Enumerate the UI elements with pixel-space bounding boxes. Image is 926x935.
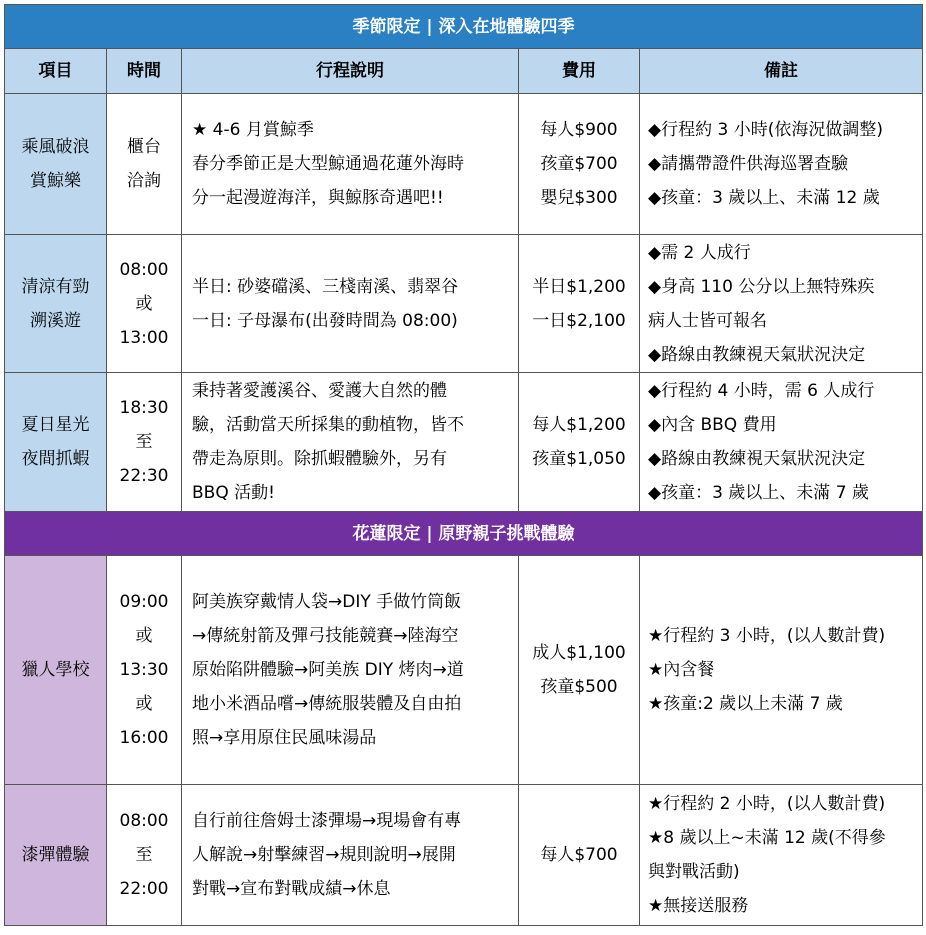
note-cell: ★行程約 2 小時，(以人數計費) ★8 歲以上~未滿 12 歲(不得參 與對戰活動) ★無接送服務 — [640, 785, 923, 926]
item-name: 乘風破浪 賞鯨樂 — [5, 94, 107, 235]
column-header-time: 時間 — [107, 49, 182, 94]
time-cell: 08:00 或 13:00 — [107, 235, 182, 373]
column-header-item: 項目 — [5, 49, 107, 94]
column-header-note: 備註 — [640, 49, 923, 94]
time-cell: 18:30 至 22:30 — [107, 373, 182, 512]
table-row — [5, 373, 923, 512]
table-row — [5, 556, 923, 785]
note-cell: ◆行程約 4 小時，需 6 人成行 ◆內含 BBQ 費用 ◆路線由教練視天氣狀況決定 ◆孩童：3 歲以上、未滿 7 歲 — [640, 373, 923, 512]
table-row — [5, 94, 923, 235]
item-name: 獵人學校 — [5, 556, 107, 785]
section-header-hualien — [5, 512, 923, 556]
section-title: 花蓮限定 | 原野親子挑戰體驗 — [5, 512, 923, 556]
item-name: 漆彈體驗 — [5, 785, 107, 926]
fee-cell: 半日$1,200 一日$2,100 — [519, 235, 640, 373]
note-cell: ★行程約 3 小時，(以人數計費) ★內含餐 ★孩童:2 歲以上未滿 7 歲 — [640, 556, 923, 785]
table-row — [5, 235, 923, 373]
section-header-seasonal — [5, 5, 923, 49]
fee-cell: 每人$900 孩童$700 嬰兒$300 — [519, 94, 640, 235]
time-cell: 09:00 或 13:30 或 16:00 — [107, 556, 182, 785]
note-cell: ◆需 2 人成行 ◆身高 110 公分以上無特殊疾 病人士皆可報名 ◆路線由教練視天氣狀況決定 — [640, 235, 923, 373]
activity-table — [4, 4, 923, 926]
item-name: 清涼有勁 溯溪遊 — [5, 235, 107, 373]
note-cell: ◆行程約 3 小時(依海況做調整) ◆請攜帶證件供海巡署查驗 ◆孩童：3 歲以上、未滿 12 歲 — [640, 94, 923, 235]
fee-cell: 成人$1,100 孩童$500 — [519, 556, 640, 785]
column-header-desc: 行程說明 — [182, 49, 519, 94]
column-header-fee: 費用 — [519, 49, 640, 94]
column-header-row — [5, 49, 923, 94]
description-cell: 半日: 砂婆礑溪、三棧南溪、翡翠谷 一日: 子母瀑布(出發時間為 08:00) — [182, 235, 519, 373]
time-cell: 08:00 至 22:00 — [107, 785, 182, 926]
fee-cell: 每人$1,200 孩童$1,050 — [519, 373, 640, 512]
description-cell: 自行前往詹姆士漆彈場→現場會有專 人解說→射擊練習→規則說明→展開 對戰→宣布對戰成績→休息 — [182, 785, 519, 926]
item-name: 夏日星光 夜間抓蝦 — [5, 373, 107, 512]
section-title: 季節限定 | 深入在地體驗四季 — [5, 5, 923, 49]
description-cell: ★ 4-6 月賞鯨季 春分季節正是大型鯨通過花蓮外海時 分一起漫遊海洋，與鯨豚奇遇吧!! — [182, 94, 519, 235]
time-cell: 櫃台 洽詢 — [107, 94, 182, 235]
description-cell: 秉持著愛護溪谷、愛護大自然的體 驗，活動當天所採集的動植物，皆不 帶走為原則。除抓蝦體驗外，另有 BBQ 活動! — [182, 373, 519, 512]
table-row — [5, 785, 923, 926]
fee-cell: 每人$700 — [519, 785, 640, 926]
description-cell: 阿美族穿戴情人袋→DIY 手做竹筒飯 →傳統射箭及彈弓技能競賽→陸海空 原始陷阱體驗→阿美族 DIY 烤肉→道 地小米酒品嚐→傳統服裝體及自由拍 照→享用原住民風味湯品 — [182, 556, 519, 785]
